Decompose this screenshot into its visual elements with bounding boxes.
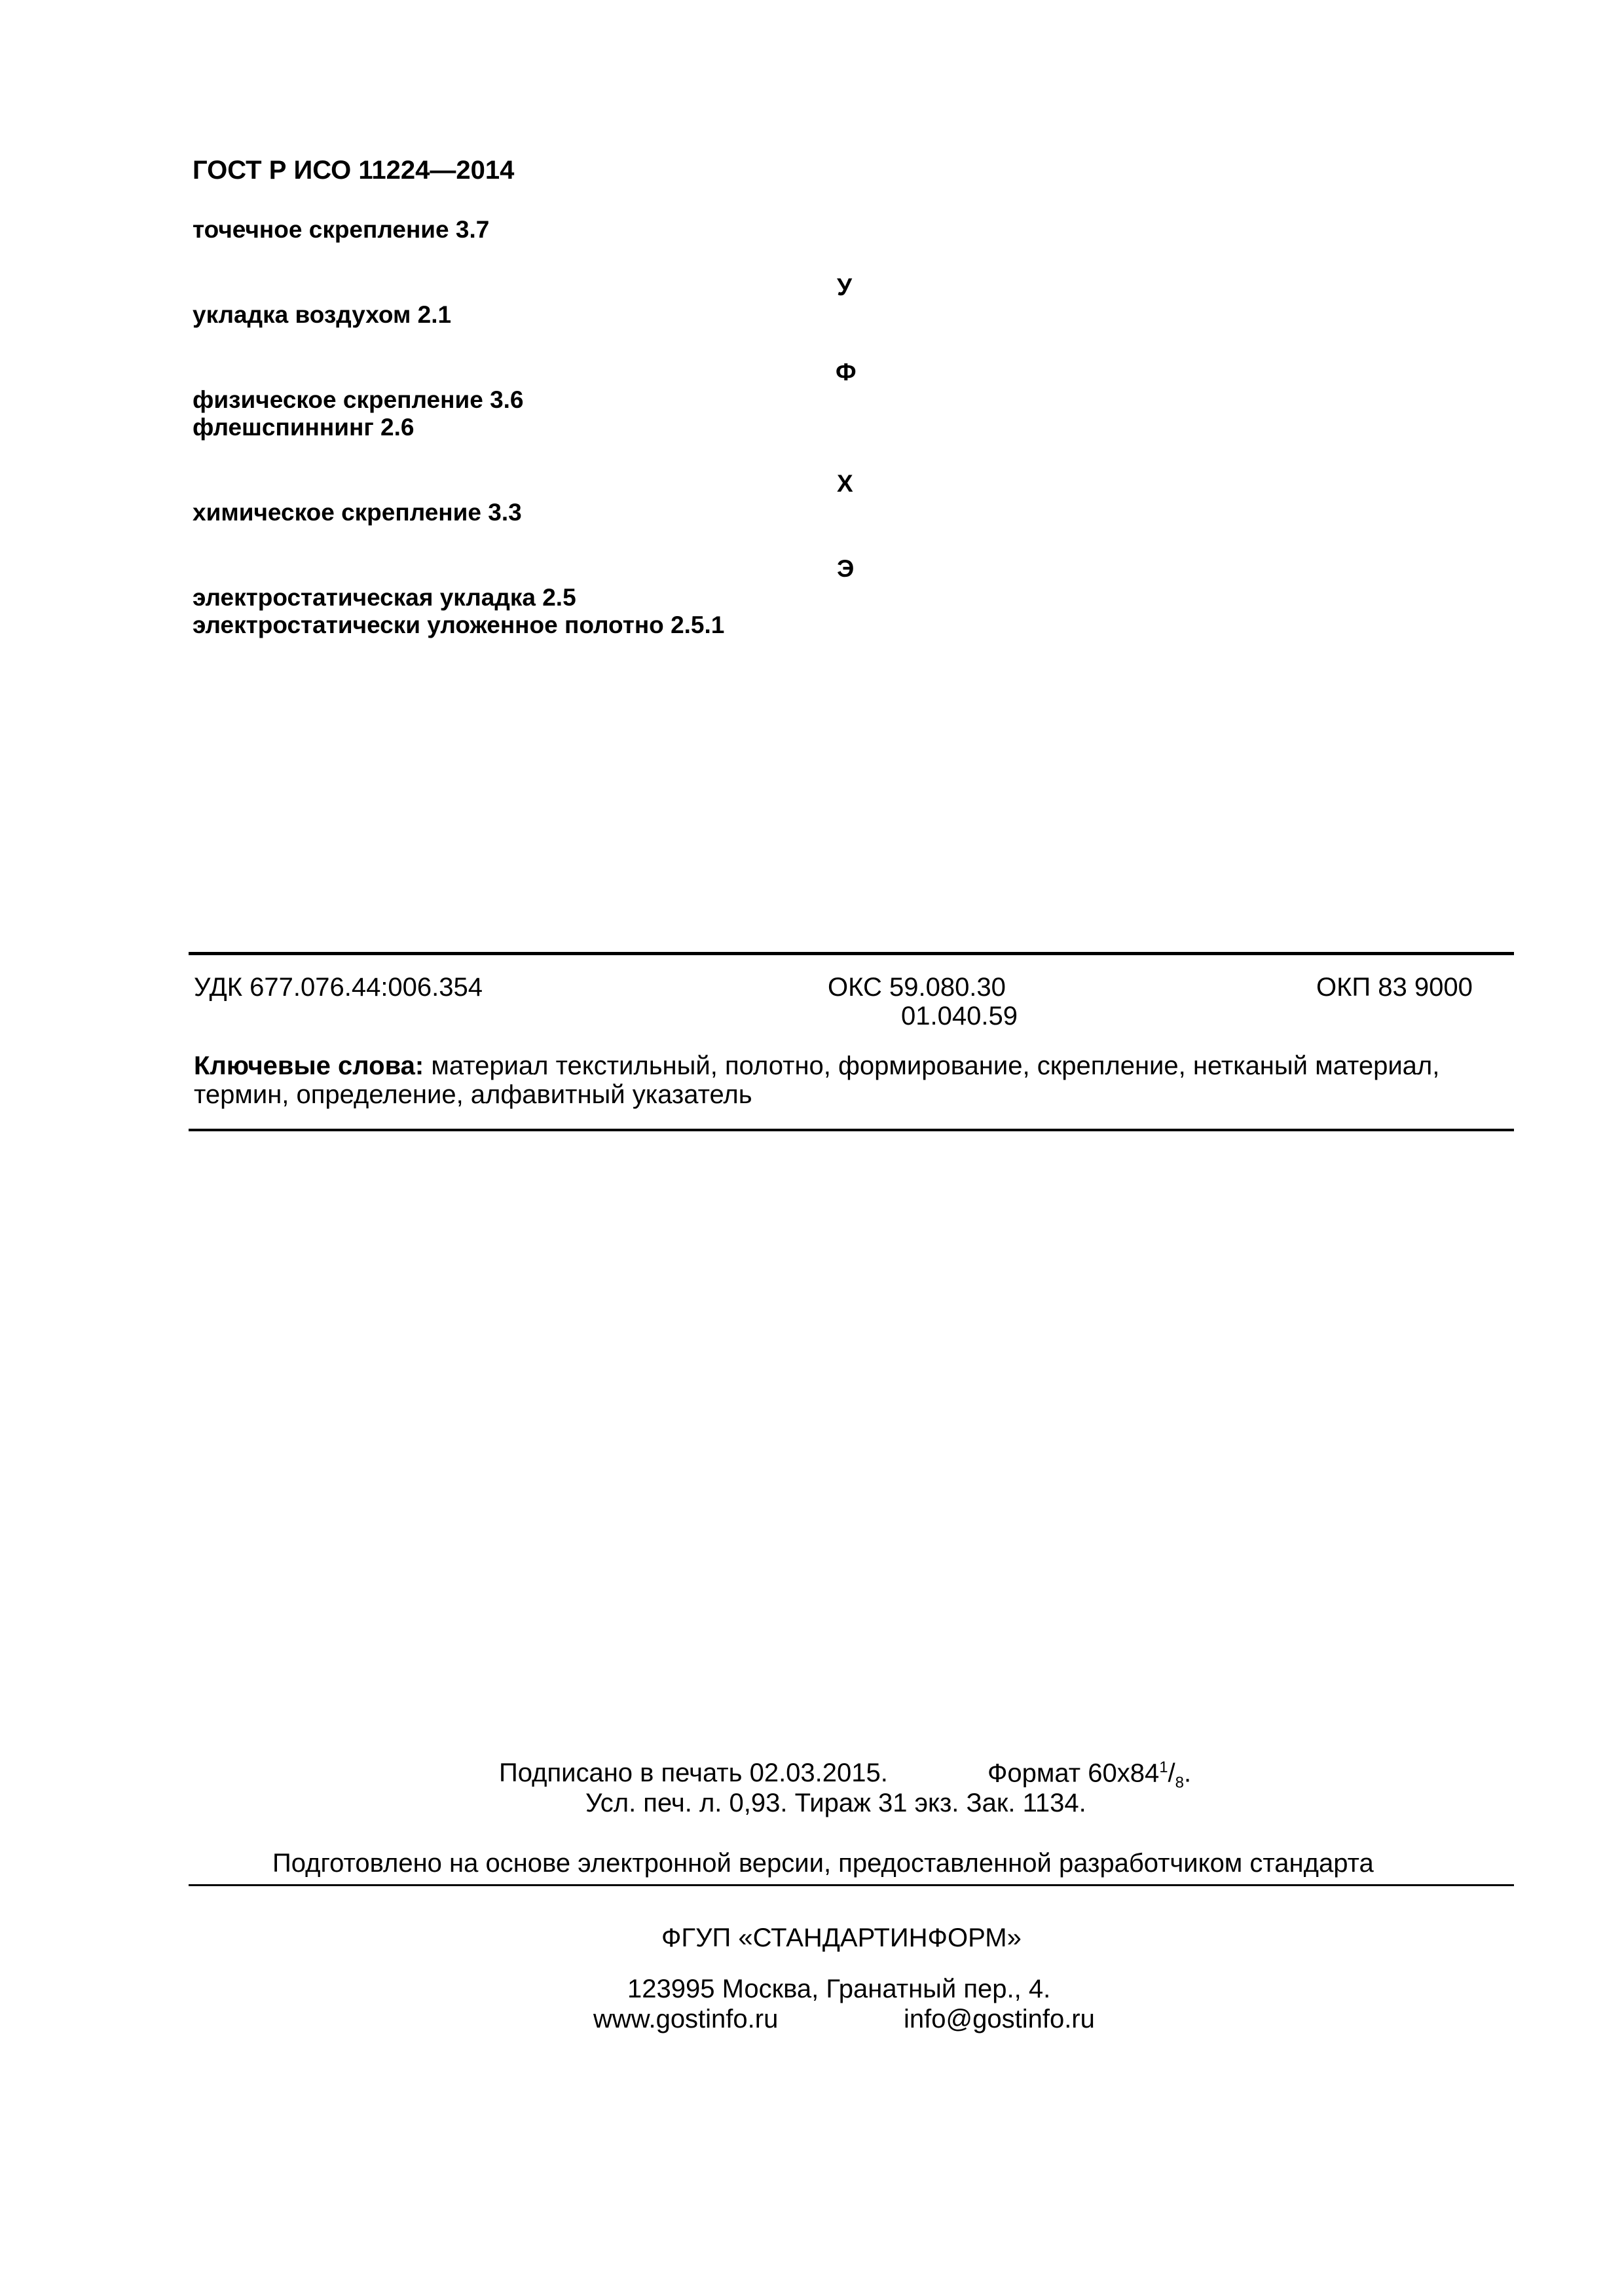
- keywords-label: Ключевые слова:: [194, 1051, 424, 1080]
- prepared-note: Подготовлено на основе электронной версии, предоставленной разработчиком стандарта: [272, 1849, 1374, 1878]
- paper-format: Формат $60х84^1/_8$.: [987, 1758, 1192, 1792]
- top-divider: [189, 952, 1514, 955]
- publisher-website-link[interactable]: www.gostinfo.ru: [593, 2005, 779, 2033]
- udk-code: УДК 677.076.44:006.354: [194, 973, 483, 1002]
- signed-to-print: Подписано в печать 02.03.2015.: [499, 1758, 888, 1787]
- format-numerator: 1: [1159, 1758, 1168, 1776]
- index-entry: физическое скрепление 3.6: [193, 386, 524, 413]
- keywords-line-1: [194, 1051, 1439, 1081]
- print-info: Усл. печ. л. 0,93. Тираж 31 экз. Зак. 1134.: [585, 1789, 1086, 1817]
- bottom-divider: [189, 1129, 1514, 1131]
- index-letter-heading: Э: [837, 555, 855, 582]
- index-entry: точечное скрепление 3.7: [193, 216, 490, 243]
- index-entry: электростатическая укладка 2.5: [193, 584, 576, 611]
- publisher-email-link[interactable]: info@gostinfo.ru: [904, 2005, 1095, 2033]
- keywords-text: материал текстильный, полотно, формирование, скрепление, нетканый материал,: [431, 1051, 1440, 1080]
- publisher-name: ФГУП «СТАНДАРТИНФОРМ»: [661, 1923, 1022, 1952]
- format-suffix: .: [1184, 1758, 1192, 1788]
- index-entry: укладка воздухом 2.1: [193, 301, 452, 328]
- format-prefix: Формат 60х84: [987, 1758, 1160, 1788]
- keywords-line-2: термин, определение, алфавитный указатель: [194, 1080, 752, 1109]
- document-header-title: ГОСТ Р ИСО 11224—2014: [193, 156, 515, 185]
- okp-code: ОКП 83 9000: [1316, 973, 1473, 1002]
- publisher-address: 123995 Москва, Гранатный пер., 4.: [627, 1975, 1051, 2003]
- index-entry: электростатически уложенное полотно 2.5.1: [193, 611, 725, 638]
- index-entry: флешспиннинг 2.6: [193, 414, 415, 441]
- index-letter-heading: У: [837, 274, 853, 301]
- index-letter-heading: Ф: [836, 359, 857, 386]
- index-entry: химическое скрепление 3.3: [193, 499, 522, 526]
- oks-code-primary: ОКС 59.080.30: [828, 973, 1006, 1002]
- index-letter-heading: Х: [837, 470, 853, 497]
- format-denominator: 8: [1175, 1774, 1185, 1792]
- oks-code-secondary: 01.040.59: [901, 1002, 1018, 1030]
- imprint-divider: [189, 1884, 1514, 1886]
